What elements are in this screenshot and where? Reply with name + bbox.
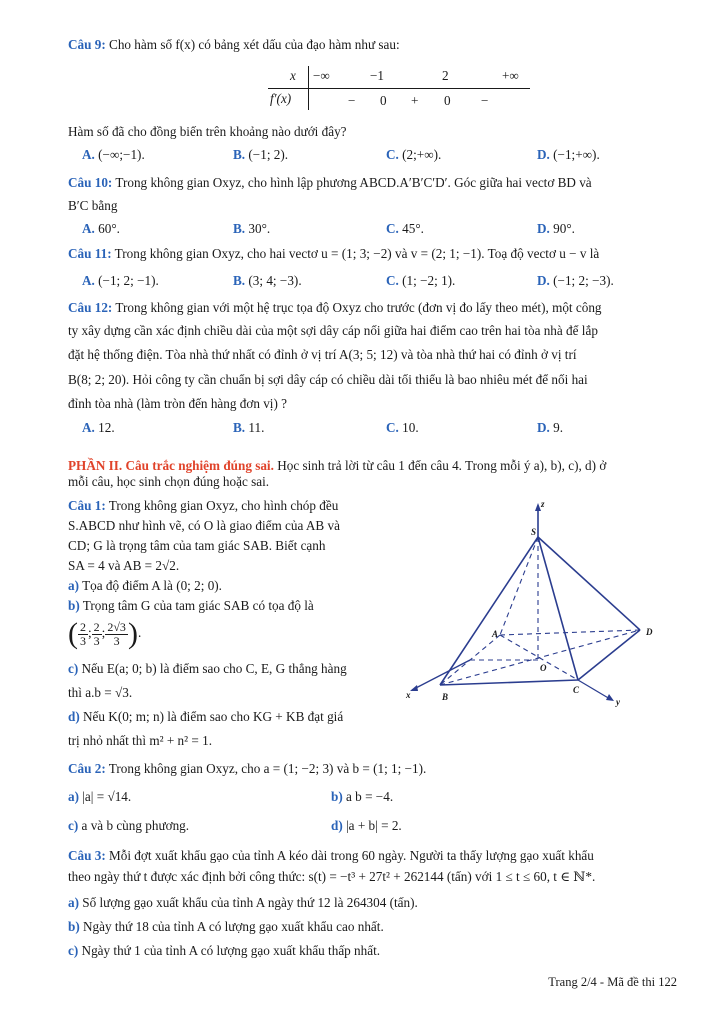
frac-3: $\frac{2√3}{3}$ [107, 619, 126, 648]
q11-option-c[interactable]: C. (1; −2; 1). [386, 273, 456, 288]
x-arrow [410, 685, 418, 691]
p2q1-c[interactable]: c) Nếu E(a; 0; b) là điểm sao cho C, E, G thẳng hàng [68, 661, 347, 676]
label-C: C [573, 685, 580, 695]
label-B: B [442, 692, 449, 702]
q10-label: Câu 10: [68, 175, 113, 190]
q12-option-c[interactable]: C. 10. [386, 420, 419, 435]
q11-option-a[interactable]: A. (−1; 2; −1). [82, 273, 159, 288]
q9-question: Hàm số đã cho đồng biến trên khoảng nào dưới đây? [68, 124, 347, 139]
q12-line5: đỉnh tòa nhà (làm tròn đến hàng đơn vị) ? [68, 396, 288, 411]
p2q3-line1: Mỗi đợt xuất khẩu gạo của tỉnh A kéo dài trong 60 ngày. Người ta thấy lượng gạo xuất khẩu [109, 848, 594, 863]
p2q1-line4: SA = 4 và AB = 2√2. [68, 558, 180, 573]
q9-sign-table [268, 64, 533, 114]
q10-line2: B′C bằng [68, 198, 118, 213]
q9-option-a[interactable]: A. (−∞;−1). [82, 147, 145, 162]
p2q3-a[interactable]: a) Số lượng gạo xuất khẩu của tỉnh A ngày thứ 12 là 264304 (tấn). [68, 895, 418, 910]
edge-CD [578, 630, 640, 680]
p2q2-text: Trong không gian Oxyz, cho a = (1; −2; 3) và b = (1; 1; −1). [108, 761, 427, 776]
edge-BC [440, 680, 578, 685]
p2q1-a[interactable]: a) Tọa độ điểm A là (0; 2; 0). [68, 578, 222, 593]
q10-option-b[interactable]: B. 30°. [233, 221, 271, 236]
p2q2-d[interactable]: d) |a + b| = 2. [331, 818, 402, 833]
p2q1-b[interactable]: b) Trọng tâm G của tam giác SAB có tọa độ là [68, 598, 314, 613]
q9-sign-4: − [481, 93, 489, 108]
q9-sign-0: − [348, 93, 356, 108]
q9-option-c[interactable]: C. (2;+∞). [386, 147, 442, 162]
label-O: O [540, 663, 547, 673]
q9-table-x-head: x [290, 68, 296, 83]
q12-option-d[interactable]: D. 9. [537, 420, 564, 435]
p2q1-d-line2: trị nhỏ nhất thì m² + n² = 1. [68, 733, 213, 748]
q11-option-b[interactable]: B. (3; 4; −3). [233, 273, 302, 288]
q12-line4: B(8; 2; 20). Hỏi công ty cần chuẩn bị sợi dây cáp có chiều dài tối thiểu là bao nhiêu mét để nối hai [68, 372, 588, 387]
q9-stem [68, 37, 678, 53]
axis-y [578, 680, 610, 699]
edge-AD [500, 630, 640, 635]
q12-line2: ty xây dựng cần xác định chiều dài của một sợi dây cáp nối giữa hai điểm cao trên hai tòa nhà để lắp [68, 323, 598, 338]
q9-x-0: −∞ [313, 68, 330, 83]
p2q3-label: Câu 3: [68, 848, 106, 863]
q9-sign-3: 0 [444, 93, 451, 108]
pyramid-figure [400, 495, 665, 715]
q11-label: Câu 11: [68, 246, 112, 261]
p2q3-line2: theo ngày thứ t được xác định bởi công thức: s(t) = −t³ + 27t² + 262144 (tấn) với 1 ≤ t ≤ 60, t ∈ ℕ*. [68, 869, 596, 884]
q10-option-a[interactable]: A. 60°. [82, 221, 120, 236]
p2q2-label: Câu 2: [68, 761, 106, 776]
q12-label: Câu 12: [68, 300, 113, 315]
q9-label: Câu 9: [68, 37, 106, 52]
q9-text: Cho hàm số f(x) có bảng xét dấu của đạo hàm như sau: [109, 37, 400, 52]
p2q1-d[interactable]: d) Nếu K(0; m; n) là điểm sao cho KG + KB đạt giá [68, 709, 344, 724]
frac-1: $\frac{2}{3}$ [80, 619, 86, 648]
q9-option-b[interactable]: B. (−1; 2). [233, 147, 289, 162]
frac-2: $\frac{2}{3}$ [93, 619, 100, 648]
p2q2-c[interactable]: c) a và b cùng phương. [68, 818, 190, 833]
q11-stem [68, 246, 678, 262]
label-x: x [406, 690, 411, 700]
q11-text: Trong không gian Oxyz, cho hai vectơ u = (1; 3; −2) và v = (2; 1; −1). Toạ độ vectơ u − v là [114, 246, 600, 261]
diag-AC [500, 635, 578, 680]
p2q1-line2: S.ABCD như hình vẽ, có O là giao điểm của AB và [68, 518, 340, 533]
label-y: y [616, 697, 620, 707]
p2q3-line1-wrap [68, 848, 678, 864]
q11-option-d[interactable]: D. (−1; 2; −3). [537, 273, 614, 288]
p2q3-c[interactable]: c) Ngày thứ 1 của tỉnh A có lượng gạo xuất khẩu thấp nhất. [68, 943, 381, 958]
q9-x-2: 2 [442, 68, 449, 83]
p2q1-line1-wrap [68, 498, 398, 514]
q9-sign-2: + [411, 93, 419, 108]
label-z: z [541, 499, 545, 509]
q9-x-1: −1 [370, 68, 385, 83]
label-D: D [646, 627, 653, 637]
q9-table-fp-head: f′(x) [270, 91, 292, 106]
q10-line1: Trong không gian Oxyz, cho hình lập phương ABCD.A′B′C′D′. Góc giữa hai vectơ BD và [115, 175, 592, 190]
p2q3-b[interactable]: b) Ngày thứ 18 của tỉnh A có lượng gạo xuất khẩu cao nhất. [68, 919, 384, 934]
q12-line1-wrap [68, 300, 678, 316]
q10-option-d[interactable]: D. 90°. [537, 221, 575, 236]
p2q1-c-line2: thì a.b = √3. [68, 685, 133, 700]
q12-line3: đặt hệ thống điện. Tòa nhà thứ nhất có đỉnh ở vị trí A(3; 5; 12) và tòa nhà thứ hai có đỉnh ở vị trí [68, 347, 577, 362]
label-S: S [531, 527, 537, 537]
label-A: A [492, 629, 499, 639]
p2q1-label: Câu 1: [68, 498, 106, 513]
part2-header [68, 458, 678, 474]
edge-SB [440, 537, 538, 685]
q9-option-d[interactable]: D. (−1;+∞). [537, 147, 600, 162]
q12-option-a[interactable]: A. 12. [82, 420, 115, 435]
p2q2-stem [68, 761, 678, 777]
q10-stem [68, 175, 678, 191]
part2-title: PHẦN II. Câu trắc nghiệm đúng sai. [68, 458, 274, 473]
edge-SC [538, 537, 578, 680]
p2q2-a[interactable]: a) |a| = √14. [68, 789, 132, 804]
p2q2-b[interactable]: b) a b = −4. [331, 789, 394, 804]
p2q1-line1: Trong không gian Oxyz, cho hình chóp đều [108, 498, 339, 513]
p2q1-line3: CD; G là trọng tâm của tam giác SAB. Biết cạnh [68, 538, 326, 553]
p2q1-b-coordinates: ( $\frac{2}{3}$ ; $\frac{2}{3}$ ; $\frac{2√3}{3}$ ). [68, 617, 142, 650]
edge-SD [538, 537, 640, 630]
q9-sign-1: 0 [380, 93, 387, 108]
q12-line1: Trong không gian với một hệ trục tọa độ Oxyz cho trước (đơn vị đo lấy theo mét), một công [115, 300, 602, 315]
part2-intro1: Học sinh trả lời từ câu 1 đến câu 4. Trong mỗi ý a), b), c), d) ở [273, 458, 607, 473]
q10-option-c[interactable]: C. 45°. [386, 221, 424, 236]
page-footer: Trang 2/4 - Mã đề thi 122 [548, 975, 677, 989]
part2-intro2: mỗi câu, học sinh chọn đúng hoặc sai. [68, 474, 270, 489]
q12-option-b[interactable]: B. 11. [233, 420, 265, 435]
q9-x-3: +∞ [502, 68, 519, 83]
